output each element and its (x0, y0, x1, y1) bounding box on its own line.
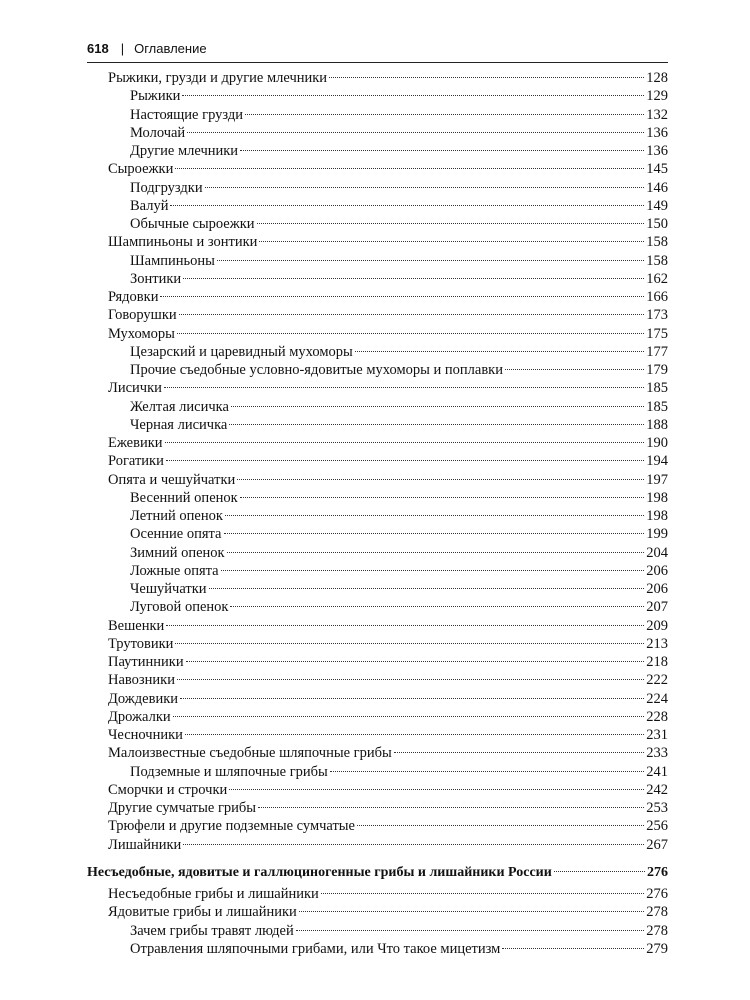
toc-entry (108, 471, 668, 489)
toc-entry-page: 128 (646, 70, 668, 86)
dot-leader (394, 752, 645, 753)
toc-entry-page: 190 (646, 435, 668, 451)
dot-leader (175, 643, 644, 644)
toc-entry (108, 69, 668, 87)
toc-entry (130, 87, 668, 105)
toc-entry-title: Валуй (130, 197, 169, 214)
toc-entry-title: Рядовки (108, 289, 159, 305)
toc-entry-title: Другие млечники (130, 143, 239, 159)
toc-entry (108, 617, 668, 635)
toc-section-entry (87, 864, 668, 882)
dot-leader (231, 406, 644, 407)
toc-entry (130, 197, 668, 215)
toc-entry-page: 278 (646, 904, 668, 921)
dot-leader (209, 588, 645, 589)
toc-entry-title: Мухоморы (108, 325, 175, 342)
toc-entry-title: Черная лисичка (130, 416, 228, 433)
toc-entry-page: 173 (646, 307, 668, 324)
toc-entry-title: Отравления шляпочными грибами, или Что такое мицетизм (130, 940, 501, 957)
toc-entry-page: 145 (646, 161, 668, 178)
toc-entry (130, 922, 668, 940)
toc-entry-title: Ядовитые грибы и лишайники (108, 904, 297, 921)
dot-leader (299, 911, 644, 912)
toc-entry-title: Другие сумчатые грибы (108, 800, 257, 816)
dot-leader (554, 871, 645, 872)
toc-entry (108, 781, 668, 799)
toc-entry (108, 671, 668, 689)
toc-entry-title: Рыжики, грузди и другие млечники (108, 70, 328, 86)
toc-entry-page: 276 (646, 886, 668, 902)
toc-entry-page: 150 (646, 216, 668, 232)
dot-leader (229, 424, 644, 425)
toc-entry-page: 198 (646, 508, 668, 524)
toc-entry-title: Прочие съедобные условно-ядовитые мухоморы и поплавки (130, 362, 503, 378)
dot-leader (502, 948, 644, 949)
toc-entry-page: 206 (646, 581, 668, 597)
toc-entry (130, 142, 668, 160)
toc-entry (130, 562, 668, 580)
toc-entry-title: Навозники (108, 672, 175, 689)
toc-entry-title: Опята и чешуйчатки (108, 471, 236, 488)
dot-leader (182, 95, 644, 96)
toc-entry (108, 379, 668, 397)
toc-entry-page: 136 (646, 124, 668, 141)
toc-entry (108, 744, 668, 762)
toc-entry-page: 222 (646, 672, 668, 689)
toc-entry-page: 175 (646, 325, 668, 342)
toc-entry-page: 224 (646, 690, 668, 707)
toc-entry-page: 228 (646, 708, 668, 725)
dot-leader (177, 679, 644, 680)
toc-entry (108, 836, 668, 854)
toc-entry-page: 158 (646, 234, 668, 251)
toc-entry-title: Подгруздки (130, 179, 203, 196)
dot-leader (240, 497, 645, 498)
toc-entry (130, 940, 668, 958)
dot-leader (237, 479, 644, 480)
toc-entry-page: 278 (646, 922, 668, 939)
dot-leader (165, 442, 645, 443)
toc-entry-title: Говорушки (108, 307, 177, 324)
toc-entry-title: Лишайники (108, 836, 182, 853)
toc-entry-title: Чесночники (108, 727, 183, 743)
toc-entry-page: 158 (646, 252, 668, 269)
toc-entry-title: Обычные сыроежки (130, 216, 255, 232)
dot-leader (173, 716, 645, 717)
dot-leader (259, 241, 644, 242)
toc-entry (130, 270, 668, 288)
dot-leader (321, 893, 644, 894)
toc-entry-title: Чешуйчатки (130, 581, 207, 597)
toc-entry-title: Вешенки (108, 617, 165, 634)
toc-entry-title: Несъедобные грибы и лишайники (108, 886, 319, 902)
toc-entry-page: 204 (646, 544, 668, 561)
toc-entry-title: Зонтики (130, 270, 182, 287)
toc-entry (130, 252, 668, 270)
toc-entry-page: 146 (646, 179, 668, 196)
running-header (87, 40, 668, 63)
toc-entry-page: 233 (646, 745, 668, 762)
toc-entry (108, 708, 668, 726)
running-header-title: Оглавление (134, 41, 207, 56)
toc-entry (108, 288, 668, 306)
toc-entry-title: Молочай (130, 124, 186, 141)
dot-leader (166, 460, 644, 461)
dot-leader (170, 205, 644, 206)
dot-leader (329, 77, 644, 78)
toc-entry (108, 434, 668, 452)
toc-entry-page: 179 (646, 362, 668, 378)
toc-entry-page: 213 (646, 635, 668, 652)
toc-entry (130, 215, 668, 233)
toc-entry-title: Цезарский и царевидный мухоморы (130, 343, 353, 360)
toc-entry-title: Трутовики (108, 635, 174, 652)
toc-entry-title: Весенний опенок (130, 489, 238, 506)
toc-entry (130, 124, 668, 142)
toc-entry-title: Осенние опята (130, 526, 222, 543)
toc-entry-page: 206 (646, 562, 668, 579)
toc-entry-page: 194 (646, 453, 668, 470)
dot-leader (164, 387, 644, 388)
dot-leader (175, 168, 644, 169)
dot-leader (217, 260, 644, 261)
dot-leader (160, 296, 644, 297)
dot-leader (257, 223, 645, 224)
toc-entry-title: Малоизвестные съедобные шляпочные грибы (108, 745, 392, 762)
dot-leader (205, 187, 645, 188)
dot-leader (330, 771, 644, 772)
toc-entry-page: 185 (646, 380, 668, 397)
dot-leader (183, 844, 644, 845)
toc-entry-title: Трюфели и другие подземные сумчатые (108, 818, 355, 835)
toc-entry (108, 306, 668, 324)
toc-entry (130, 507, 668, 525)
toc-entry-title: Желтая лисичка (130, 398, 229, 415)
toc-entry-title: Паутинники (108, 654, 184, 670)
toc-entry-page: 279 (646, 940, 668, 957)
toc-entry-page: 149 (646, 197, 668, 214)
toc-entry (108, 726, 668, 744)
toc-entry-page: 198 (646, 489, 668, 506)
toc-entry-title: Настоящие грузди (130, 106, 243, 123)
toc-entry-page: 267 (646, 836, 668, 853)
header-separator: | (120, 41, 125, 56)
dot-leader (245, 114, 644, 115)
toc-entry-page: 199 (646, 526, 668, 543)
toc-entry (130, 179, 668, 197)
toc-entry-title: Рогатики (108, 453, 164, 470)
dot-leader (240, 150, 644, 151)
toc-entry-title: Сыроежки (108, 161, 174, 178)
dot-leader (258, 807, 644, 808)
toc-entry (108, 799, 668, 817)
toc-entry-page: 177 (646, 343, 668, 360)
toc-entry-page: 256 (646, 818, 668, 835)
toc-entry (130, 525, 668, 543)
dot-leader (227, 552, 645, 553)
toc-entry (130, 398, 668, 416)
dot-leader (187, 132, 644, 133)
dot-leader (230, 606, 644, 607)
toc-entry-page: 129 (646, 88, 668, 105)
toc-entry (130, 489, 668, 507)
toc-entry (108, 233, 668, 251)
toc-entry-title: Луговой опенок (130, 599, 229, 616)
toc-entry-page: 185 (646, 398, 668, 415)
toc-entry-page: 132 (646, 106, 668, 123)
toc-entry-title: Зимний опенок (130, 544, 225, 561)
toc-entry-title: Лисички (108, 380, 162, 397)
page-number: 618 (87, 41, 109, 56)
toc-entry-page: 197 (646, 471, 668, 488)
toc-entry (108, 452, 668, 470)
toc-entry-page: 231 (646, 727, 668, 743)
toc-entry-page: 136 (646, 143, 668, 159)
toc-entry (130, 343, 668, 361)
toc-entry-title: Сморчки и строчки (108, 781, 228, 798)
toc-entry (130, 580, 668, 598)
dot-leader (224, 533, 645, 534)
toc-entry-page: 166 (646, 289, 668, 305)
dot-leader (177, 333, 644, 334)
toc-entry-title: Шампиньоны (130, 252, 215, 269)
dot-leader (229, 789, 644, 790)
dot-leader (225, 515, 644, 516)
toc-entry-title: Ложные опята (130, 562, 219, 579)
dot-leader (357, 825, 644, 826)
toc-entry (108, 325, 668, 343)
toc-entry (108, 903, 668, 921)
dot-leader (183, 278, 644, 279)
toc-entry (130, 598, 668, 616)
toc-entry-page: 162 (646, 270, 668, 287)
dot-leader (296, 930, 645, 931)
dot-leader (180, 698, 644, 699)
toc-entry-page: 218 (646, 654, 668, 670)
toc-entry-title: Подземные и шляпочные грибы (130, 763, 328, 780)
toc-entry (130, 106, 668, 124)
dot-leader (221, 570, 645, 571)
dot-leader (505, 369, 644, 370)
toc-entry (108, 653, 668, 671)
dot-leader (355, 351, 644, 352)
toc-entry-title: Ежевики (108, 435, 163, 451)
toc-entry (130, 416, 668, 434)
toc-entry-page: 188 (646, 416, 668, 433)
toc-entry-title: Летний опенок (130, 508, 223, 524)
toc-entry-title: Зачем грибы травят людей (130, 922, 294, 939)
toc-entry (108, 817, 668, 835)
toc-entry (108, 885, 668, 903)
toc-entry-title: Шампиньоны и зонтики (108, 234, 258, 251)
toc-entry-page: 276 (647, 864, 668, 880)
toc-entry (130, 361, 668, 379)
dot-leader (166, 625, 644, 626)
toc-entry (130, 544, 668, 562)
toc-entry-page: 207 (646, 599, 668, 616)
toc-entry-title: Рыжики (130, 88, 181, 105)
dot-leader (186, 661, 645, 662)
dot-leader (185, 734, 644, 735)
toc-entry (108, 635, 668, 653)
toc-entry-page: 253 (646, 800, 668, 816)
toc-entry-title: Дрожалки (108, 708, 171, 725)
toc-entry (130, 763, 668, 781)
toc-entry-title: Дождевики (108, 690, 179, 707)
toc-entry-page: 241 (646, 763, 668, 780)
toc-entry (108, 690, 668, 708)
toc-entry (108, 160, 668, 178)
dot-leader (179, 314, 645, 315)
toc-entry-page: 209 (646, 617, 668, 634)
toc-entry-page: 242 (646, 781, 668, 798)
toc-entry-title: Несъедобные, ядовитые и галлюциногенные грибы и лишайники России (87, 864, 552, 880)
